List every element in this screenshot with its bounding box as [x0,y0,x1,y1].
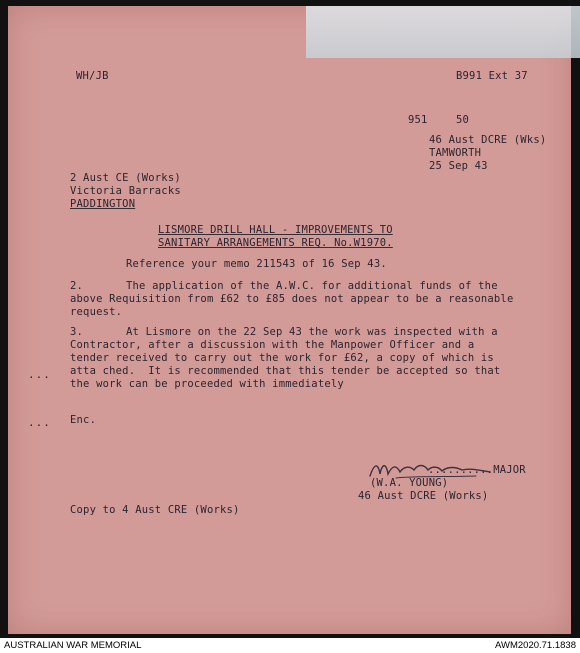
memo-date: 25 Sep 43 [429,160,488,172]
subject-line-2: SANITARY ARRANGEMENTS REQ. No.W1970. [158,237,393,249]
sender-location: TAMWORTH [429,147,482,159]
subject-line-1: LISMORE DRILL HALL - IMPROVEMENTS TO [158,224,393,236]
file-number-b: 50 [456,114,470,126]
paragraph-2-line-1: The application of the A.W.C. for additional funds of the [126,280,498,292]
paragraph-3-line-5: the work can be proceeded with immediately [70,378,344,390]
margin-mark-2: ... [28,416,51,429]
archive-name: AUSTRALIAN WAR MEMORIAL [4,640,142,651]
reference-right: B991 Ext 37 [456,70,528,82]
memo-paper [8,6,571,634]
file-number-a: 951 [408,114,428,126]
sender-unit: 46 Aust DCRE (Wks) [429,134,547,146]
addressee-barracks: Victoria Barracks [70,185,181,197]
paragraph-3-line-3: tender received to carry out the work for £62, a copy of which is [70,352,494,364]
margin-mark-1: ... [28,368,51,381]
enclosure-note: Enc. [70,414,97,426]
paragraph-3-number: 3. [70,326,84,338]
paragraph-2-line-2: above Requisition from £62 to £85 does not appear to be a reasonable [70,293,514,305]
paragraph-2-number: 2. [70,280,84,292]
adhesive-tape [306,6,580,58]
copy-to-line: Copy to 4 Aust CRE (Works) [70,504,240,516]
reference-left: WH/JB [76,70,109,82]
reference-line: Reference your memo 211543 of 16 Sep 43. [126,258,387,270]
archive-footer [0,638,580,653]
paragraph-3-line-4: atta ched. It is recommended that this tender be accepted so that [70,365,501,377]
addressee-unit: 2 Aust CE (Works) [70,172,181,184]
signatory-name: (W.A. YOUNG) [370,477,449,489]
archive-accession-number: AWM2020.71.1838 [495,640,576,651]
addressee-location: PADDINGTON [70,198,136,210]
signature-rank-line: ..........MAJOR [428,464,526,476]
paragraph-3-line-1: At Lismore on the 22 Sep 43 the work was inspected with a [126,326,498,338]
paragraph-2-line-3: request. [70,306,123,318]
signatory-unit: 46 Aust DCRE (Works) [358,490,489,502]
paragraph-3-line-2: Contractor, after a discussion with the Manpower Officer and a [70,339,475,351]
